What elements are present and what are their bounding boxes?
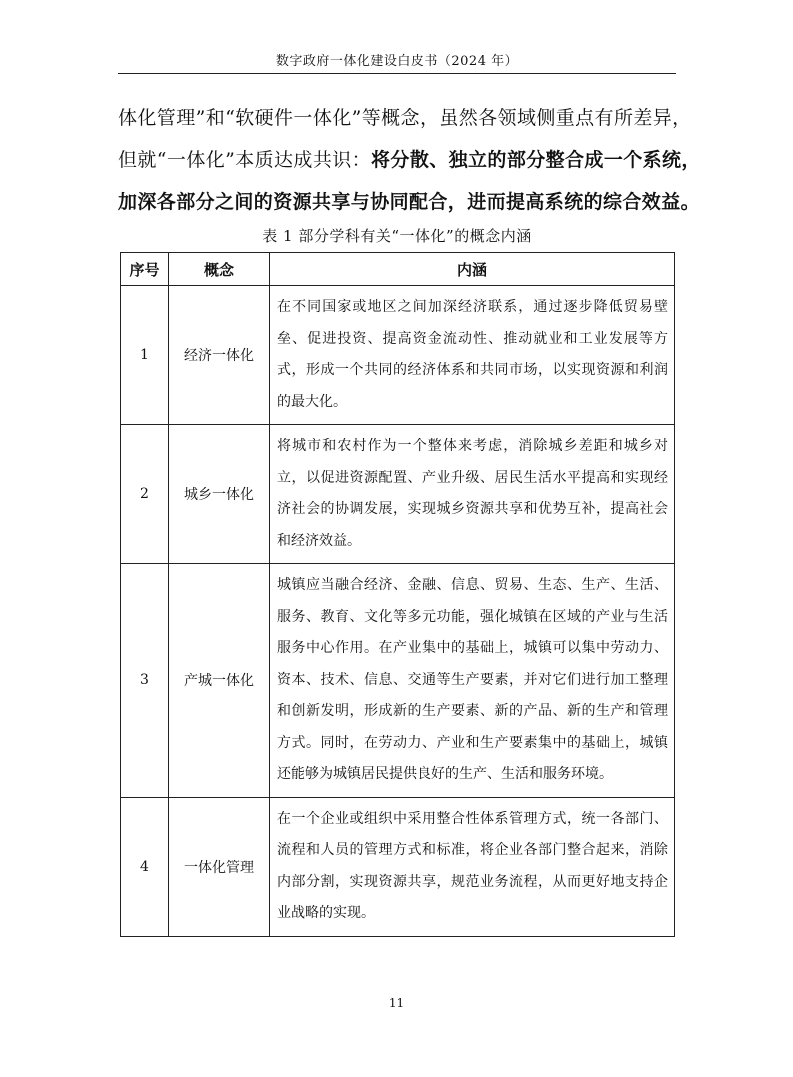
row-num: 4 <box>121 797 169 936</box>
table-row <box>121 797 675 936</box>
body-line-3-emphasis: 加深各部分之间的资源共享与协同配合，进而提高系统的综合效益。 <box>118 191 701 213</box>
header-divider <box>118 73 676 74</box>
body-line-2-emphasis: 将分散、独立的部分整合成一个系统， <box>371 149 701 171</box>
row-num: 1 <box>121 286 169 425</box>
running-header: 数字政府一体化建设白皮书（2024 年） <box>275 54 519 69</box>
table-row <box>121 425 675 564</box>
table-row <box>121 286 675 425</box>
row-concept: 产城一体化 <box>169 564 270 798</box>
row-concept: 一体化管理 <box>169 797 270 936</box>
body-line-2-plain: 但就“一体化”本质达成共识： <box>118 149 372 171</box>
row-content: 在一个企业或组织中采用整合性体系管理方式，统一各部门、流程和人员的管理方式和标准，将企业各部门整合起来，消除内部分割，实现资源共享，规范业务流程，从而更好地支持企业战略的实现。 <box>270 797 675 936</box>
header-concept: 概念 <box>169 253 270 286</box>
row-content: 在不同国家或地区之间加深经济联系，通过逐步降低贸易壁垒、促进投资、提高资金流动性、推动就业和工业发展等方式，形成一个共同的经济体系和共同市场，以实现资源和利润的最大化。 <box>270 286 675 425</box>
table-caption: 表 1 部分学科有关“一体化”的概念内涵 <box>262 227 532 245</box>
table-row <box>121 564 675 798</box>
body-line-1: 体化管理”和“软硬件一体化”等概念，虽然各领域侧重点有所差异， <box>118 107 692 129</box>
header-content: 内涵 <box>270 253 675 286</box>
concept-table <box>120 252 675 937</box>
page-number: 11 <box>388 996 405 1010</box>
row-num: 3 <box>121 564 169 798</box>
body-paragraph <box>118 97 701 223</box>
row-num: 2 <box>121 425 169 564</box>
header-num: 序号 <box>121 253 169 286</box>
row-content: 城镇应当融合经济、金融、信息、贸易、生态、生产、生活、服务、教育、文化等多元功能，强化城镇在区域的产业与生活服务中心作用。在产业集中的基础上，城镇可以集中劳动力、资本、技术、信息、交通等生产要素，并对它们进行加工整理和创新发明，形成新的生产要素、新的产品、新的生产和管理方式。同时，在劳动力、产业和生产要素集中的基础上，城镇还能够为城镇居民提供良好的生产、生活和服务环境。 <box>270 564 675 798</box>
row-concept: 城乡一体化 <box>169 425 270 564</box>
row-content: 将城市和农村作为一个整体来考虑，消除城乡差距和城乡对立，以促进资源配置、产业升级、居民生活水平提高和实现经济社会的协调发展，实现城乡资源共享和优势互补，提高社会和经济效益。 <box>270 425 675 564</box>
table-header-row <box>121 253 675 286</box>
body-line-2 <box>118 139 701 181</box>
row-concept: 经济一体化 <box>169 286 270 425</box>
